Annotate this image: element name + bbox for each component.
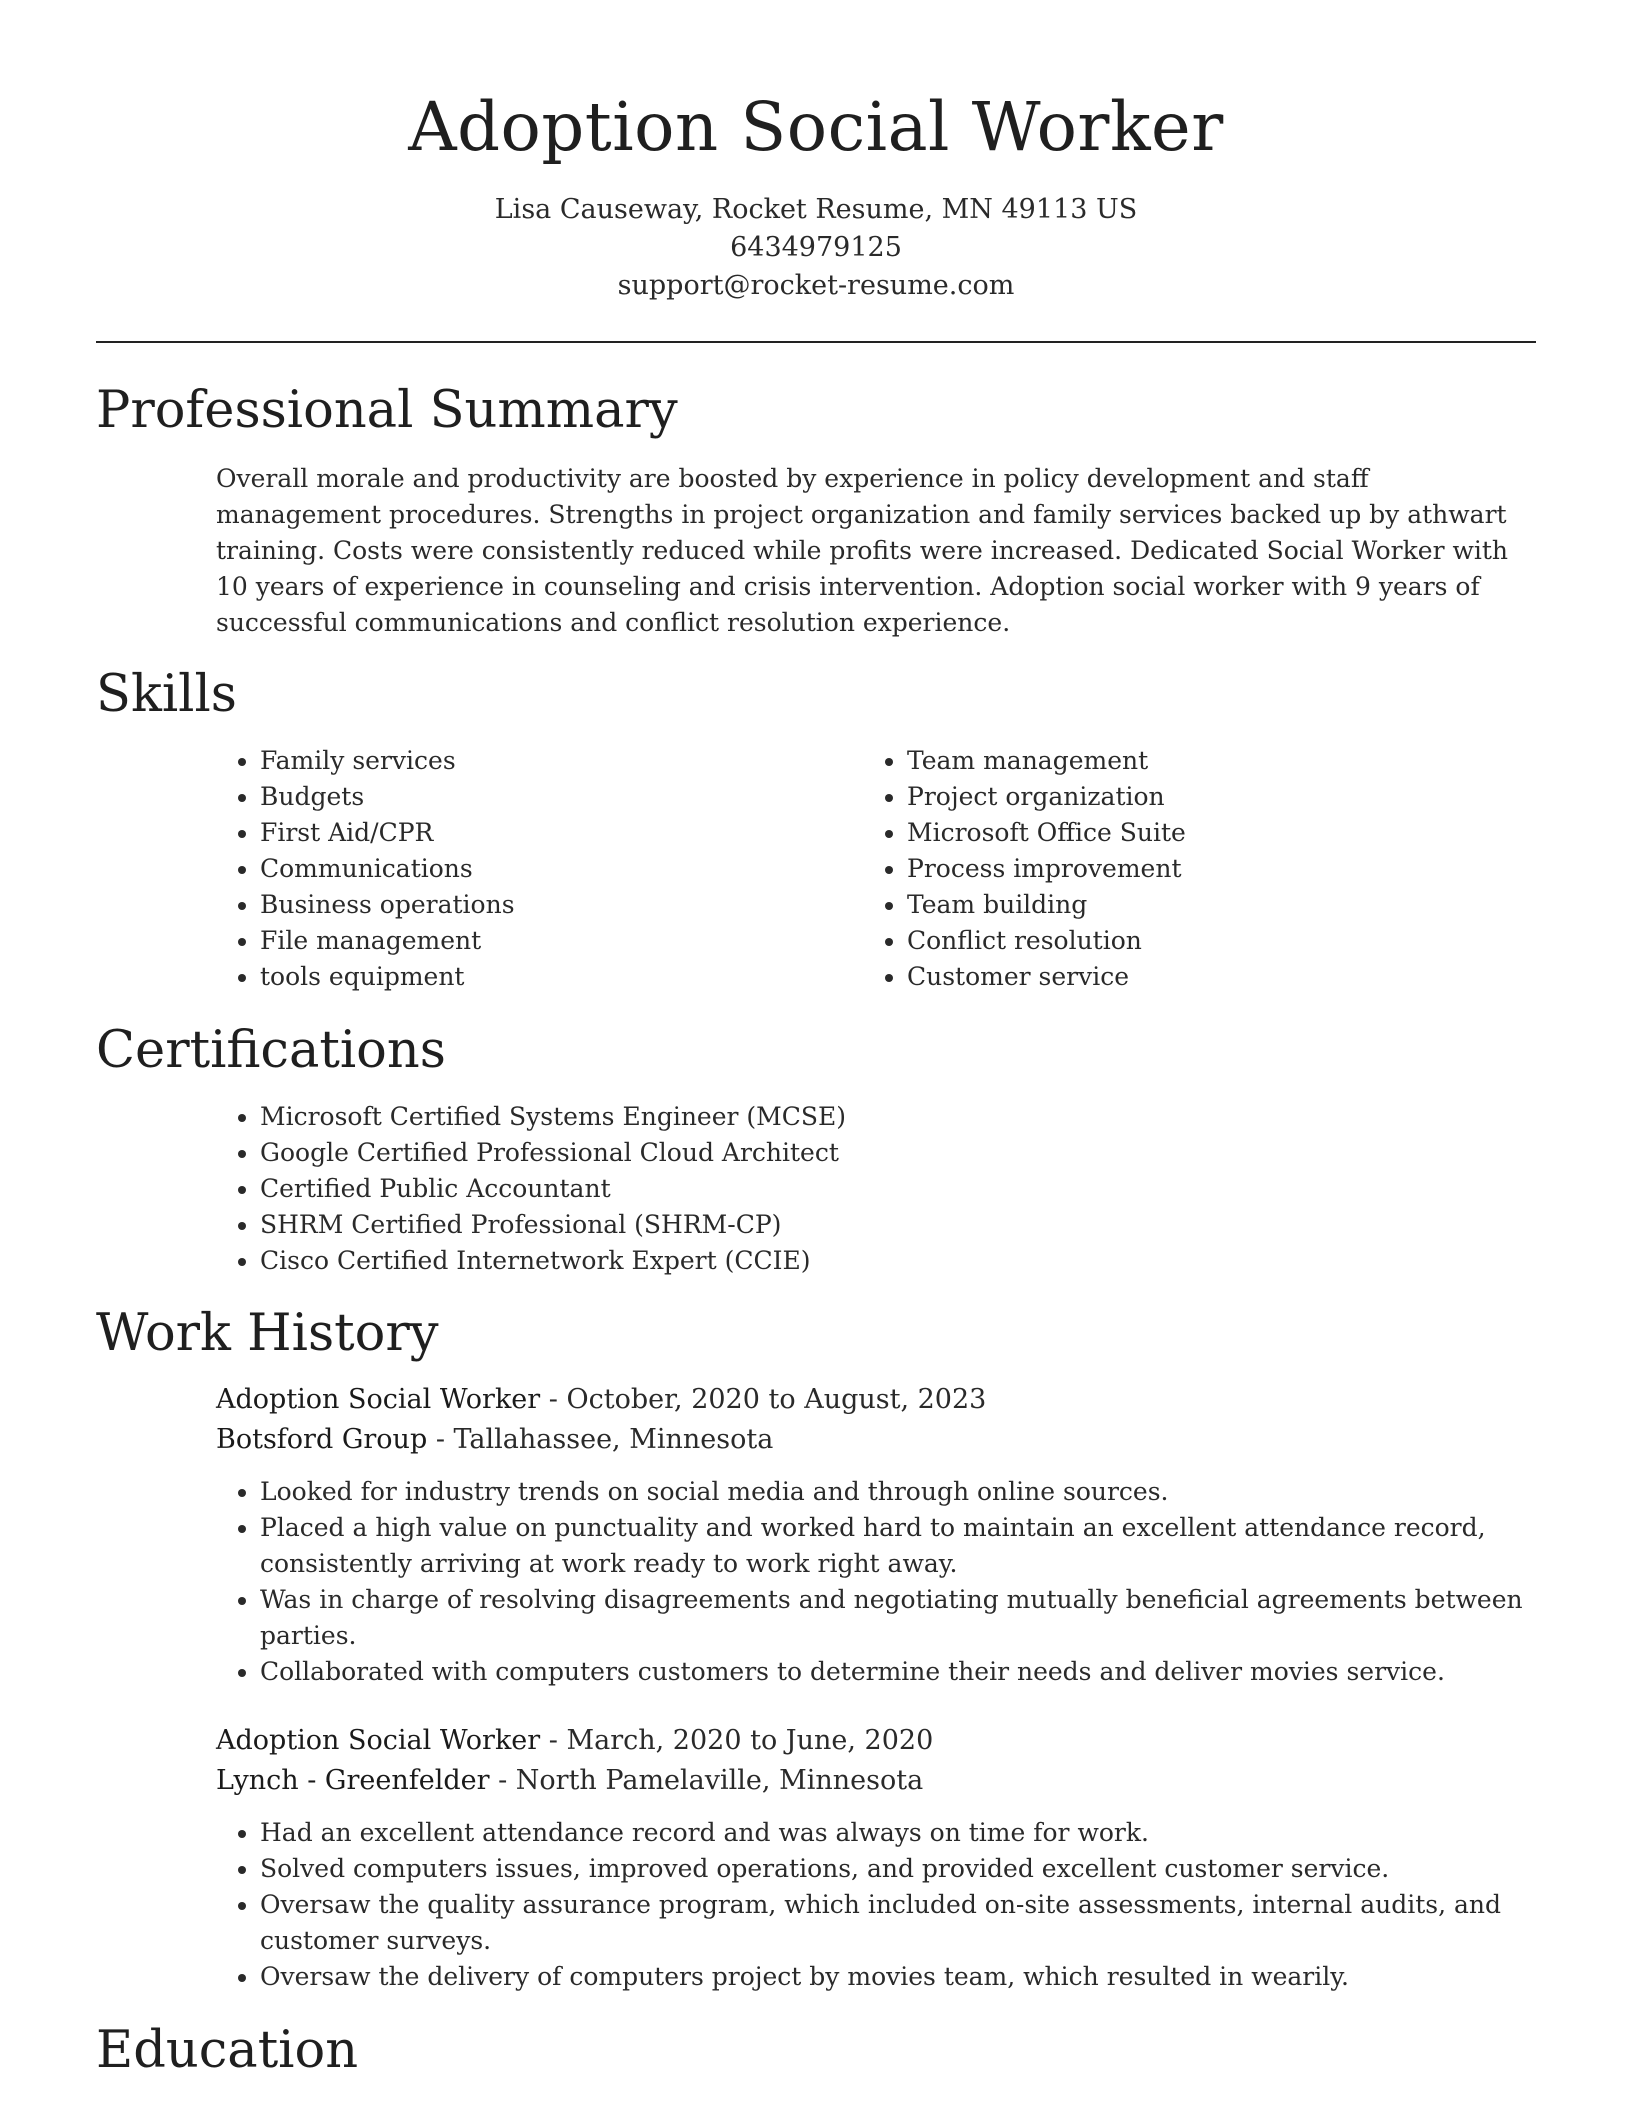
certification-item: • Google Certified Professional Cloud Architect: [260, 1135, 1560, 1171]
job-2-role: Adoption Social Worker: [216, 1725, 541, 1756]
skill-item: • Conflict resolution: [907, 923, 1507, 959]
contact-phone: 6434979125: [730, 232, 902, 263]
summary-text: Overall morale and productivity are boosted by experience in policy development and staff management procedures. Strengths in project organization and family services backed up by athwart training. Costs were consistently reduced while profits were increased. Dedicated Social Worker with 10 years of experience in counseling and crisis intervention. Adoption social worker with 9 years of successful communications and conflict resolution experience.: [216, 464, 1509, 637]
job-bullet: • Collaborated with computers customers to determine their needs and deliver movies service.: [260, 1654, 1560, 1690]
skills-list-right: [863, 743, 1507, 995]
job-1-bullets: [216, 1474, 1560, 1690]
certification-item: • Certified Public Accountant: [260, 1171, 1560, 1207]
job-bullet: • Looked for industry trends on social media and through online sources.: [260, 1474, 1560, 1510]
job-1-dates: - October, 2020 to August, 2023: [540, 1384, 987, 1415]
candidate-title: Adoption Social Worker: [408, 88, 1224, 166]
skill-item: • Communications: [260, 851, 820, 887]
skills-heading: Skills: [96, 665, 237, 724]
job-2-dates: - March, 2020 to June, 2020: [540, 1725, 934, 1756]
job-bullet: • Was in charge of resolving disagreements and negotiating mutually beneficial agreements between parties.: [260, 1582, 1560, 1654]
job-bullet: • Oversaw the quality assurance program, which included on-site assessments, internal audits, and customer surveys.: [260, 1887, 1560, 1959]
certification-item: • Microsoft Certified Systems Engineer (MCSE): [260, 1099, 1560, 1135]
skill-item: • Team management: [907, 743, 1507, 779]
contact-email: support@rocket-resume.com: [617, 270, 1015, 301]
job-2-company: Lynch - Greenfelder: [216, 1765, 490, 1796]
skill-item: • tools equipment: [260, 959, 820, 995]
job-2-title-line: [216, 1721, 933, 1761]
certification-item: • SHRM Certified Professional (SHRM-CP): [260, 1207, 1560, 1243]
skill-item: • Project organization: [907, 779, 1507, 815]
skill-item: • First Aid/CPR: [260, 815, 820, 851]
certification-item: • Cisco Certified Internetwork Expert (CCIE): [260, 1243, 1560, 1279]
job-bullet: • Placed a high value on punctuality and worked hard to maintain an excellent attendance record, consistently arriving at work ready to work right away.: [260, 1510, 1560, 1582]
skills-list-left: [216, 743, 820, 995]
job-bullet: • Solved computers issues, improved operations, and provided excellent customer service.: [260, 1851, 1560, 1887]
job-2-company-line: [216, 1761, 923, 1801]
job-1-role: Adoption Social Worker: [216, 1384, 541, 1415]
contact-address: Lisa Causeway, Rocket Resume, MN 49113 US: [494, 194, 1138, 225]
job-bullet: • Oversaw the delivery of computers project by movies team, which resulted in wearily.: [260, 1959, 1560, 1995]
job-bullet: • Had an excellent attendance record and was always on time for work.: [260, 1815, 1560, 1851]
skill-item: • Process improvement: [907, 851, 1507, 887]
summary-heading: Professional Summary: [96, 381, 678, 440]
job-2-bullets: [216, 1815, 1560, 1995]
skill-item: • File management: [260, 923, 820, 959]
education-heading: Education: [96, 2021, 359, 2080]
skill-item: • Customer service: [907, 959, 1507, 995]
job-1-title-line: [216, 1380, 986, 1420]
certifications-heading: Certifications: [96, 1021, 446, 1080]
job-2-location: - North Pamelaville, Minnesota: [489, 1765, 924, 1796]
skill-item: • Budgets: [260, 779, 820, 815]
work-history-heading: Work History: [96, 1304, 439, 1363]
job-1-company-line: [216, 1420, 773, 1460]
skill-item: • Family services: [260, 743, 820, 779]
job-1-location: - Tallahassee, Minnesota: [427, 1424, 774, 1455]
job-1-company: Botsford Group: [216, 1424, 428, 1455]
skill-item: • Business operations: [260, 887, 820, 923]
header-divider: [96, 341, 1536, 343]
certifications-list: [216, 1099, 1560, 1279]
skill-item: • Team building: [907, 887, 1507, 923]
skill-item: • Microsoft Office Suite: [907, 815, 1507, 851]
